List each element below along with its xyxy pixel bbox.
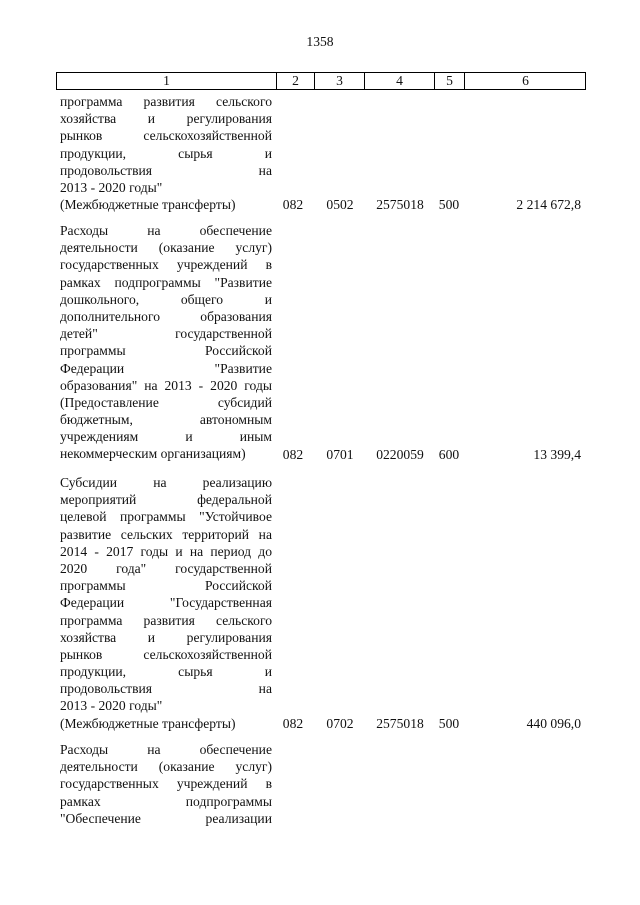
page-number: 1358 [306, 34, 334, 49]
row-col-3: 0702 [326, 715, 354, 731]
row-col-6: 13 399,4 [533, 446, 581, 462]
row-line: (Предоставление субсидий [60, 394, 272, 410]
row-line: продовольствия на [60, 681, 272, 697]
row-line: 2020 года" государственной [60, 560, 272, 576]
row-col-6: 2 214 672,8 [516, 197, 581, 212]
row-line: некоммерческим организациям) [60, 446, 246, 462]
row-line: дополнительного образования [60, 308, 272, 324]
row-line: продукции, сырья и [60, 145, 272, 161]
row-line: программы Российской [60, 343, 272, 359]
row-line: государственных учреждений в [60, 776, 272, 792]
row-col-5: 600 [438, 446, 460, 462]
row-line: продукции, сырья и [60, 664, 272, 680]
row-col-6: 440 096,0 [526, 715, 581, 731]
row-line: Расходы на обеспечение [60, 223, 272, 238]
row-line: программы Российской [60, 578, 272, 594]
row-col-4: 2575018 [376, 715, 424, 731]
row-line: бюджетным, автономным [60, 412, 272, 428]
row-line: деятельности (оказание услуг) [60, 240, 272, 256]
row-line: Федерации "Государственная [60, 595, 272, 611]
row-description [60, 741, 272, 827]
row-col-5: 500 [438, 197, 460, 212]
row-line: (Межбюджетные трансферты) [60, 197, 236, 213]
row-col-4: 2575018 [376, 197, 424, 212]
row-line: "Обеспечение реализации [60, 810, 272, 826]
row-line: детей" государственной [60, 326, 272, 342]
row-line: продовольствия на [60, 162, 272, 178]
row-col-3: 0502 [326, 197, 354, 212]
header-col-3: 3 [315, 73, 365, 89]
row-line: 2014 - 2017 годы и на период до [60, 543, 272, 559]
row-col-2: 082 [282, 715, 304, 731]
row-line: целевой программы "Устойчивое [60, 509, 272, 525]
row-col-4: 0220059 [376, 446, 424, 462]
header-col-1: 1 [57, 73, 277, 89]
row-line: дошкольного, общего и [60, 291, 272, 307]
row-line: программа развития сельского [60, 94, 272, 109]
row-description [60, 474, 272, 732]
row-col-2: 082 [282, 197, 304, 212]
header-col-2: 2 [277, 73, 315, 89]
row-line: мероприятий федеральной [60, 492, 272, 508]
row-line: 2013 - 2020 годы" [60, 179, 163, 195]
row-description [60, 93, 272, 213]
row-line: развитие сельских территорий на [60, 526, 272, 542]
header-col-4: 4 [365, 73, 435, 89]
row-line: рынков сельскохозяйственной [60, 128, 272, 144]
row-line: рамках подпрограммы [60, 793, 272, 809]
row-line: (Межбюджетные трансферты) [60, 715, 236, 731]
row-line: государственных учреждений в [60, 257, 272, 273]
row-line: учреждениям и иным [60, 429, 272, 445]
row-line: программа развития сельского [60, 612, 272, 628]
row-line: Федерации "Развитие [60, 360, 272, 376]
row-line: деятельности (оказание услуг) [60, 759, 272, 775]
row-line: 2013 - 2020 годы" [60, 698, 163, 714]
row-line: образования" на 2013 - 2020 годы [60, 377, 272, 393]
row-col-5: 500 [438, 715, 460, 731]
row-description [60, 222, 272, 463]
table-header [56, 72, 586, 90]
row-line: рамках подпрограммы "Развитие [60, 274, 272, 290]
header-col-6: 6 [522, 73, 529, 88]
row-col-3: 0701 [326, 446, 354, 462]
row-line: Расходы на обеспечение [60, 742, 272, 757]
row-col-2: 082 [282, 446, 304, 462]
row-line: Субсидии на реализацию [60, 475, 272, 490]
row-line: рынков сельскохозяйственной [60, 646, 272, 662]
header-col-5: 5 [435, 73, 465, 89]
row-line: хозяйства и регулирования [60, 629, 272, 645]
row-line: хозяйства и регулирования [60, 111, 272, 127]
